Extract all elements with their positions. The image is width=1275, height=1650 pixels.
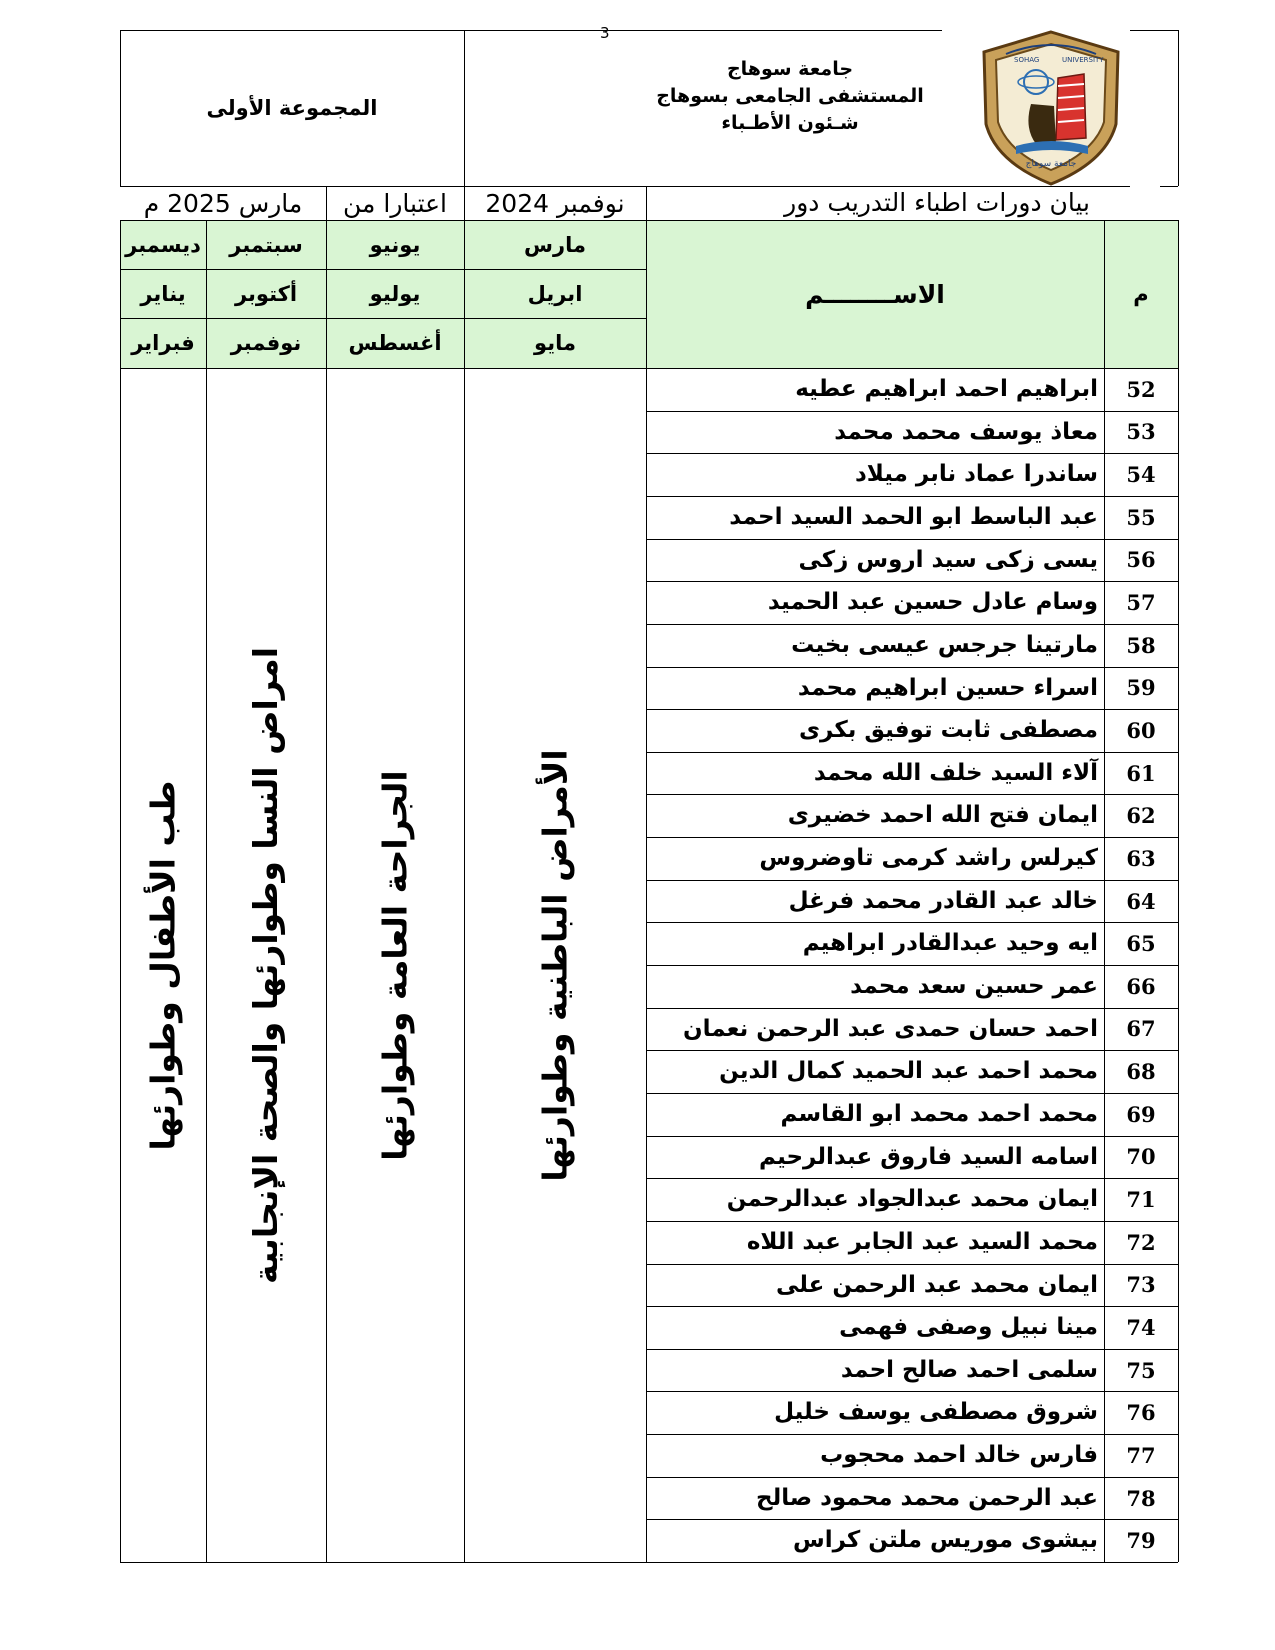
doctor-name: ساندرا عماد نابر ميلاد	[854, 461, 1098, 488]
month-cell: نوفمبر	[230, 330, 302, 355]
month-cell: يناير	[140, 281, 186, 306]
row-divider	[646, 1221, 1178, 1222]
department-name: شـئون الأطـباء	[721, 112, 859, 134]
row-divider	[646, 922, 1178, 923]
doctor-name: محمد السيد عبد الجابر عبد اللاه	[746, 1228, 1098, 1255]
table-bottom-border	[120, 1562, 1178, 1563]
name-column-header: الاســــــــم	[805, 279, 945, 309]
month-cell: ابريل	[527, 281, 583, 306]
row-number: 69	[1126, 1101, 1156, 1127]
doctor-name: مصطفى ثابت توفيق بكرى	[798, 717, 1098, 744]
doctor-name: معاذ يوسف محمد محمد	[834, 418, 1098, 445]
specialty-obgyn-text: امراض النسا وطوارئها والصحة الإنجابية	[246, 646, 286, 1284]
doctor-name: ايمان محمد عبدالجواد عبدالرحمن	[726, 1186, 1098, 1213]
effective-date: مارس 2025 م	[143, 188, 303, 218]
doctor-name: اسامه السيد فاروق عبدالرحيم	[759, 1143, 1098, 1170]
col-line-3	[464, 220, 465, 1562]
cycle-label: نوفمبر 2024	[485, 188, 625, 218]
group-title: المجموعة الأولى	[206, 96, 378, 120]
row-divider	[646, 1136, 1178, 1137]
row-number: 68	[1126, 1059, 1156, 1085]
row-number: 71	[1126, 1187, 1156, 1213]
header-top-border-right	[1130, 30, 1178, 31]
row-divider	[646, 1391, 1178, 1392]
row-divider	[646, 1008, 1178, 1009]
doctor-name: فارس خالد احمد محجوب	[820, 1442, 1098, 1469]
row-number: 73	[1126, 1272, 1156, 1298]
table-left-border	[120, 220, 121, 1562]
row-number: 66	[1126, 973, 1156, 999]
row-divider	[646, 794, 1178, 795]
doctor-name: ايمان محمد عبد الرحمن على	[775, 1271, 1098, 1298]
specialty-pediatrics	[120, 368, 206, 1562]
doctor-name: ايمان فتح الله احمد خضيرى	[787, 802, 1098, 829]
row-divider	[646, 1050, 1178, 1051]
subheader-divider-1	[326, 186, 327, 220]
row-divider	[646, 965, 1178, 966]
month-cell: ديسمبر	[125, 232, 201, 257]
row-number: 72	[1126, 1229, 1156, 1255]
doctor-name: عمر حسين سعد محمد	[850, 973, 1098, 999]
doctor-name: ابراهيم احمد ابراهيم عطيه	[795, 376, 1098, 402]
specialty-general-surgery	[326, 368, 464, 1562]
row-divider	[646, 667, 1178, 668]
doctor-name: كيرلس راشد كرمى تاوضروس	[759, 845, 1098, 872]
row-number: 62	[1126, 803, 1156, 829]
university-name: جامعة سوهاج	[726, 58, 854, 80]
month-cell: أكتوبر	[234, 281, 298, 306]
doctor-name: سلمى احمد صالح احمد	[840, 1356, 1098, 1383]
col-line-1	[206, 220, 207, 1562]
doctor-name: مارتينا جرجس عيسى بخيت	[791, 631, 1098, 658]
col-line-2	[326, 220, 327, 1562]
specialty-internal-medicine	[464, 368, 646, 1562]
specialty-internal-medicine-text: الأمراض الباطنية وطوارئها	[535, 748, 575, 1182]
row-number: 58	[1126, 632, 1156, 658]
row-divider	[646, 1264, 1178, 1265]
row-divider	[646, 880, 1178, 881]
header-right-border	[1178, 30, 1179, 186]
row-number: 56	[1126, 547, 1156, 573]
specialty-general-surgery-text: الجراحة العامة وطوارئها	[375, 769, 415, 1161]
doctor-name: آلاء السيد خلف الله محمد	[813, 759, 1098, 786]
row-divider	[646, 1349, 1178, 1350]
university-logo	[976, 28, 1126, 188]
subheader-divider-2	[464, 186, 465, 220]
effective-from-label: اعتبارا من	[343, 188, 447, 218]
statement-label: بيان دورات اطباء التدريب دور	[784, 188, 1090, 217]
row-number: 64	[1126, 888, 1156, 914]
doctor-name: ايه وحيد عبدالقادر ابراهيم	[802, 930, 1098, 957]
row-number: 57	[1126, 590, 1156, 616]
doctor-name: يسى زكى سيد اروس زكى	[798, 546, 1098, 573]
row-divider	[646, 624, 1178, 625]
row-number: 53	[1126, 419, 1156, 445]
doctor-name: احمد حسان حمدى عبد الرحمن نعمان	[682, 1015, 1098, 1042]
doctor-name: عبد الباسط ابو الحمد السيد احمد	[729, 503, 1098, 530]
row-divider	[646, 1178, 1178, 1179]
month-row-line	[120, 269, 646, 270]
specialty-pediatrics-text: طب الأطفال وطوارئها	[143, 780, 183, 1150]
row-number: 78	[1126, 1485, 1156, 1511]
header-divider	[464, 30, 465, 186]
month-cell: أغسطس	[348, 330, 442, 355]
subheader-divider-3	[646, 186, 647, 220]
col-line-4	[646, 220, 647, 1562]
row-number: 54	[1126, 462, 1156, 488]
doctor-name: مينا نبيل وصفى فهمى	[839, 1314, 1098, 1341]
row-number: 65	[1126, 931, 1156, 957]
row-divider	[646, 539, 1178, 540]
row-number: 61	[1126, 760, 1156, 786]
month-cell: يونيو	[369, 232, 421, 257]
month-cell: فبراير	[131, 330, 195, 355]
row-divider	[646, 837, 1178, 838]
month-cell: سبتمبر	[229, 232, 303, 257]
row-number: 63	[1126, 845, 1156, 871]
row-number: 76	[1126, 1400, 1156, 1426]
row-number: 52	[1126, 376, 1156, 402]
row-divider	[646, 453, 1178, 454]
doctor-name: محمد احمد عبد الحميد كمال الدين	[719, 1058, 1098, 1085]
table-right-border	[1178, 220, 1179, 1562]
logo-text-en-2: UNIVERSITY	[1062, 56, 1104, 64]
doctor-name: شروق مصطفى يوسف خليل	[774, 1399, 1098, 1426]
row-divider	[646, 1519, 1178, 1520]
row-number: 67	[1126, 1016, 1156, 1042]
institution-block	[640, 56, 940, 146]
row-number: 55	[1126, 504, 1156, 530]
row-number: 60	[1126, 717, 1156, 743]
row-divider	[646, 581, 1178, 582]
row-divider	[646, 1477, 1178, 1478]
doctor-name: اسراء حسين ابراهيم محمد	[797, 674, 1098, 701]
logo-text-ar: جامعة سوهاج	[1025, 159, 1077, 169]
page-number: 3	[600, 24, 610, 42]
month-cell: مارس	[524, 232, 586, 257]
row-number: 59	[1126, 675, 1156, 701]
col-line-5	[1104, 220, 1105, 1562]
doctor-name: خالد عبد القادر محمد فرغل	[788, 887, 1098, 914]
doctor-name: محمد احمد محمد ابو القاسم	[780, 1100, 1098, 1127]
row-number: 74	[1126, 1314, 1156, 1340]
specialty-obgyn	[206, 368, 326, 1562]
row-divider	[646, 1306, 1178, 1307]
row-divider	[646, 411, 1178, 412]
row-number: 79	[1126, 1528, 1156, 1554]
row-number: 70	[1126, 1144, 1156, 1170]
month-cell: يوليو	[369, 281, 421, 306]
doctor-name: عبد الرحمن محمد محمود صالح	[756, 1484, 1098, 1511]
row-divider	[646, 1434, 1178, 1435]
row-number: 77	[1126, 1442, 1156, 1468]
hospital-name: المستشفى الجامعى بسوهاج	[656, 85, 924, 107]
month-row-line	[120, 318, 646, 319]
index-column-header: م	[1133, 282, 1149, 306]
row-number: 75	[1126, 1357, 1156, 1383]
header-bottom-line	[120, 368, 1178, 369]
logo-text-en-1: SOHAG	[1014, 56, 1040, 64]
table-top-border	[120, 220, 1178, 221]
month-cell: مايو	[534, 330, 576, 355]
header-bottom-border-right	[1160, 186, 1178, 187]
row-divider	[646, 1093, 1178, 1094]
row-divider	[646, 752, 1178, 753]
row-divider	[646, 709, 1178, 710]
row-divider	[646, 496, 1178, 497]
doctor-name: وسام عادل حسين عبد الحميد	[767, 589, 1098, 616]
doctor-name: بيشوى موريس ملتن كراس	[792, 1527, 1098, 1554]
